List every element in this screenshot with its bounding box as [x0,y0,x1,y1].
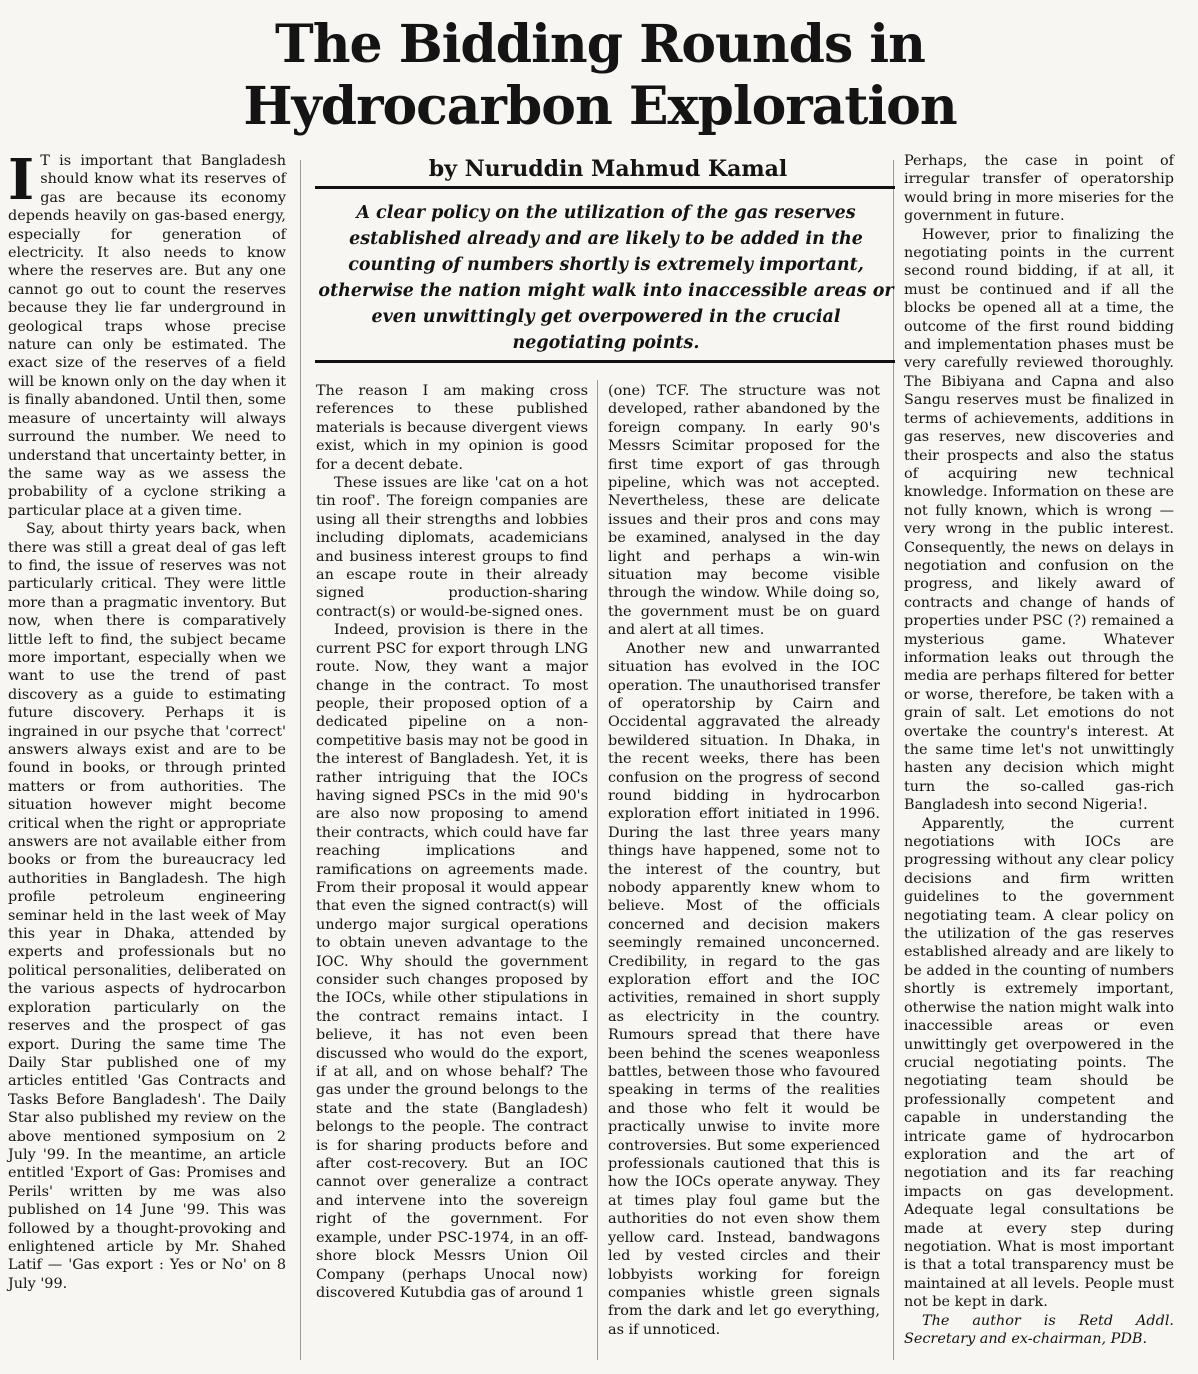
standfirst: A clear policy on the utilization of the gas reserves established already and are likely to be added in the counting of numbers shortly is extremely important, otherwise the nation might walk into inaccessible areas or even unwittingly get overpowered in the crucial negotiating points. [318,203,894,353]
article-column-4 [904,152,1174,1348]
column-divider [597,380,598,1360]
headline: The Bidding Rounds in Hydrocarbon Exploration [243,14,957,137]
paragraph: However, prior to finalizing the negotiating points in the current second round bidding, if at all, it must be continued and if all the blocks be opened all at a time, the outcome of the first round bidding and implementation phases must be very carefully reviewed thoroughly. The Bibiyana and Capna and also Sangu reserves must be finalized in terms of achievements, additions in gas reserves, new discoveries and their prospects and also the status of acquiring new technical knowledge. Information on these are not fully known, which is wrong — very wrong in the public interest. Consequently, the news on delays in negotiation and confusion on the progress, and likely award of contracts and change of hands of properties under PSC (?) remained a mysterious game. Whatever information leaks out through the media are perhaps filtered for better or worse, therefore, be taken with a grain of salt. Let emotions do not overtake the country's interest. At the same time let's not unwittingly hasten any decision which might turn the so-called gas-rich Bangladesh into second Nigeria!. [904,226,1174,814]
article-column-3 [608,382,880,1339]
paragraph: Perhaps, the case in point of irregular transfer of operatorship would bring in more miseries for the government in future. [904,153,1174,225]
drop-cap: I [8,147,35,213]
byline: by Nuruddin Mahmud Kamal [428,156,788,182]
column-divider [300,160,301,1360]
article-column-2 [316,382,588,1302]
paragraph: Say, about thirty years back, when there was still a great deal of gas left to find, the issue of reserves was not particularly critical. They were little more than a pragmatic inventory. But now, when there is comparatively little left to find, the subject became more important, especially when we want to use the trend of past discovery as a guide to estimating future discovery. Perhaps it is ingrained in our psyche that 'correct' answers always exist and are to be found in books, or through printed matters or from authorities. The situation however might become critical when the right or appropriate answers are not available either from books or from the bureaucracy led authorities in Bangladesh. The high profile petroleum engineering seminar held in the last week of May this year in Dhaka, attended by experts and professionals but no political personalities, deliberated on the various aspects of hydrocarbon exploration particularly on the reserves and the prospect of gas export. During the same time The Daily Star published one of my articles entitled 'Gas Contracts and Tasks Before Bangladesh'. The Daily Star also published my review on the above mentioned symposium on 2 July '99. In the meantime, an article entitled 'Export of Gas: Promises and Perils' written by me was also published on 14 June '99. This was followed by a thought-provoking and enlightened article by Mr. Shahed Latif — 'Gas export : Yes or No' on 8 July '99. [8,521,286,1292]
standfirst-rule-bottom [315,360,895,363]
paragraph [8,147,286,520]
paragraph: Apparently, the current negotiations with IOCs are progressing without any clear policy decisions and firm written guidelines to the government negotiating team. A clear policy on the utilization of the gas reserves established already and are likely to be added in the counting of numbers shortly is extremely important, otherwise the nation might walk into inaccessible areas or even unwittingly get overpowered in the crucial negotiating points. The negotiating team should be professionally competent and capable in understanding the intricate game of hydrocarbon exploration and the art of negotiation and its far reaching impacts on gas development. Adequate legal consultations be made at every step during negotiation. What is most important is that a total transparency must be maintained at all levels. People must not be kept in dark. [904,815,1174,1311]
paragraph: Indeed, provision is there in the current PSC for export through LNG route. Now, they want a major change in the contract. To most people, their proposed option of a dedicated pipeline on a non-competitive basis may not be good in the interest of Bangladesh. Yet, it is rather intriguing that the IOCs having signed PSCs in the mid 90's are also now proposing to amend their contracts, which could have far reaching implications and ramifications on agreements made. From their proposal it would appear that even the signed contract(s) will undergo major surgical operations to obtain uneven advantage to the IOC. Why should the government consider such changes proposed by the IOCs, while other stipulations in the contract remains intact. I believe, it has not even been discussed who would do the export, if at all, and on whose behalf? The gas under the ground belongs to the state and the state (Bangladesh) belongs to the people. The contract is for sharing products before and after cost-recovery. But an IOC cannot over generalize a contract and intervene into the sovereign right of the government. For example, under PSC-1974, in an off-shore block Messrs Union Oil Company (perhaps Unocal now) discovered Kutubdia gas of around 1 [316,622,588,1301]
paragraph: The reason I am making cross references to these published materials is because divergent views exist, which in my opinion is good for a decent debate. [316,383,588,473]
paragraph: (one) TCF. The structure was not developed, rather abandoned by the foreign company. In early 90's Messrs Scimitar proposed for the first time export of gas through pipeline, which was not accepted. Nevertheless, these are delicate issues and their pros and cons may be examined, analysed in the day light and perhaps a win-win situation may become visible through the window. While doing so, the government must be on guard and alert at all times. [608,383,880,639]
paragraph: These issues are like 'cat on a hot tin roof'. The foreign companies are using all their strengths and lobbies including diplomats, academicians and business interest groups to find an escape route in their already signed production-sharing contract(s) or would-be-signed ones. [316,475,588,620]
paragraph: Another new and unwarranted situation has evolved in the IOC operation. The unauthorised transfer of operatorship by Cairn and Occidental aggravated the already bewildered situation. In Dhaka, in the recent weeks, there has been confusion on the progress of second round bidding in hydrocarbon exploration effort initiated in 1996. During the last three years many things have happened, some not to the interest of the country, but nobody apparently knew whom to believe. Most of the officials concerned and decision makers seemingly remained unconcerned. Credibility, in regard to the gas exploration effort and the IOC activities, remained in short supply as electricity in the country. Rumours spread that there have been behind the scenes weaponless battles, between those who favoured speaking in terms of the realities and those who felt it would be practically unwise to invite more controversies. But some experienced professionals cautioned that this is how the IOCs operate anyway. They at times play foul game but the authorities do not even show them yellow card. Instead, bandwagons led by vested circles and their lobbyists working for foreign companies whistle green signals from the dark and let go everything, as if unnoticed. [608,640,880,1338]
paragraph-text: T is important that Bangladesh should know what its reserves of gas are because its economy depends heavily on gas-based energy, especially for generation of electricity. It also needs to know where the reserves are. But any one cannot go out to count the reserves because they lie far underground in geological traps whose precise nature can only be estimated. The exact size of the reserves of a field will be known only on the day when it is finally abandoned. Until then, some measure of uncertainty will always surround the number. We need to understand that uncertainty better, in the same way as we assess the probability of a cyclone striking a particular place at a given time. [8,153,286,519]
article-column-1 [8,147,286,1293]
author-credit: The author is Retd Addl. Secretary and ex-chairman, PDB. [904,1312,1174,1347]
standfirst-rule-top [315,186,895,189]
